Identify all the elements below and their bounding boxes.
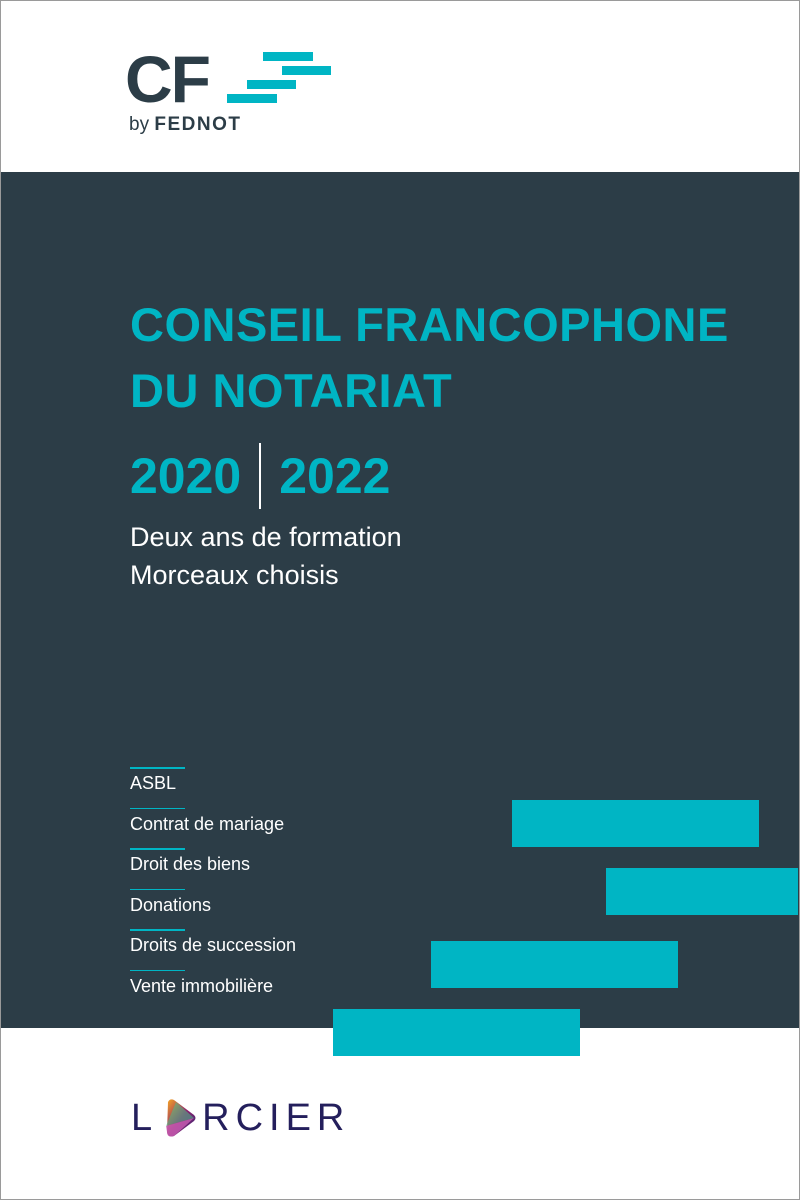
decorative-bar [431, 941, 678, 988]
larcier-letter: L [131, 1096, 159, 1139]
year-start: 2020 [130, 448, 242, 504]
year-end: 2022 [279, 448, 391, 504]
subtitle [130, 518, 402, 594]
topic-label: Vente immobilière [130, 975, 274, 996]
year-range [130, 443, 390, 509]
topic-rule [130, 808, 185, 810]
topic-rule [130, 889, 185, 891]
topic-label: Droits de succession [130, 935, 297, 955]
topic-label: Droit des biens [130, 854, 251, 874]
topic-rule [130, 929, 185, 931]
subtitle-line: Morceaux choisis [130, 560, 339, 590]
title-line: DU NOTARIAT [130, 364, 453, 417]
logo-bar [227, 94, 277, 103]
year-divider [259, 443, 261, 509]
larcier-letters: RCIER [202, 1096, 351, 1139]
book-title [130, 292, 729, 424]
cf-logo-letters: CF [125, 42, 209, 116]
topic-label: ASBL [130, 773, 177, 793]
subtitle-line: Deux ans de formation [130, 522, 402, 552]
decorative-bar [512, 800, 759, 847]
decorative-bar [606, 868, 798, 915]
logo-bar [247, 80, 296, 89]
larcier-play-triangle-icon [162, 1098, 196, 1138]
logo-bar [263, 52, 313, 61]
topic-rule [130, 848, 185, 850]
topic-rule [130, 970, 185, 972]
logo-bar [282, 66, 331, 75]
cf-fednot-logo [125, 42, 345, 137]
title-line: CONSEIL FRANCOPHONE [130, 298, 729, 351]
topic-label: Contrat de mariage [130, 813, 285, 834]
cf-logo-byline: by FEDNOT [129, 114, 242, 135]
topic-label: Donations [130, 894, 212, 915]
topic-rule [130, 767, 185, 769]
decorative-bar [333, 1009, 580, 1056]
larcier-logo [131, 1098, 350, 1138]
